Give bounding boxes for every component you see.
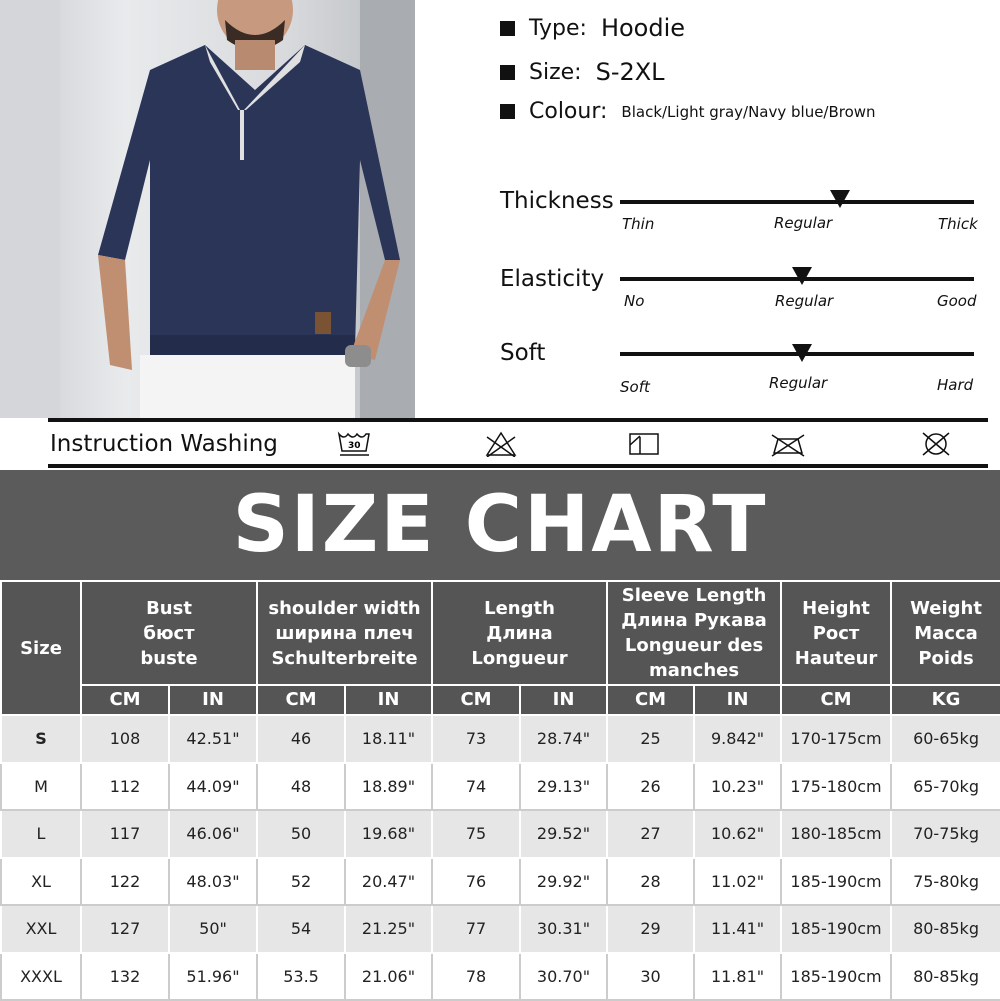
scale-high: Hard: [937, 376, 974, 394]
table-cell: 18.89": [345, 763, 432, 811]
header-weight: Weight Масса Poids: [891, 581, 1000, 685]
table-cell: 46.06": [169, 810, 257, 858]
header-length: Length Длина Longueur: [432, 581, 607, 685]
table-cell: 75-80kg: [891, 858, 1000, 906]
scale-low: No: [624, 292, 645, 310]
spec-type: [500, 14, 685, 42]
table-cell: 19.68": [345, 810, 432, 858]
table-cell: 10.23": [694, 763, 781, 811]
table-cell: 175-180cm: [781, 763, 891, 811]
spec-value: S-2XL: [595, 58, 665, 86]
unit-header: CM: [432, 685, 520, 715]
table-cell: 80-85kg: [891, 953, 1000, 1001]
wash-temp: 30: [348, 441, 361, 451]
table-cell: 11.81": [694, 953, 781, 1001]
washing-instructions: [48, 418, 988, 468]
table-cell: 25: [607, 715, 694, 763]
table-cell: 30.31": [520, 905, 607, 953]
table-cell: 21.06": [345, 953, 432, 1001]
size-cell: XXXL: [1, 953, 81, 1001]
scale-label: Thickness: [500, 188, 614, 214]
table-cell: 65-70kg: [891, 763, 1000, 811]
table-cell: 73: [432, 715, 520, 763]
size-chart-title: SIZE CHART: [0, 470, 1000, 580]
table-cell: 30: [607, 953, 694, 1001]
table-cell: 112: [81, 763, 169, 811]
table-cell: 185-190cm: [781, 905, 891, 953]
table-row: [1, 905, 1000, 953]
header-size: Size: [1, 581, 81, 715]
table-cell: 18.11": [345, 715, 432, 763]
scale-high: Thick: [938, 215, 978, 233]
table-cell: 48.03": [169, 858, 257, 906]
wash-30-icon: [336, 431, 374, 457]
header-height: Height Рост Hauteur: [781, 581, 891, 685]
unit-header: IN: [694, 685, 781, 715]
table-cell: 29: [607, 905, 694, 953]
scale-low: Thin: [622, 215, 655, 233]
unit-header: CM: [257, 685, 345, 715]
product-photo: [0, 0, 415, 418]
table-cell: 29.92": [520, 858, 607, 906]
table-cell: 48: [257, 763, 345, 811]
table-row: [1, 715, 1000, 763]
table-cell: 29.13": [520, 763, 607, 811]
table-cell: 122: [81, 858, 169, 906]
table-row: [1, 858, 1000, 906]
table-cell: 54: [257, 905, 345, 953]
table-cell: 42.51": [169, 715, 257, 763]
unit-header: IN: [345, 685, 432, 715]
table-cell: 50": [169, 905, 257, 953]
table-cell: 52: [257, 858, 345, 906]
table-cell: 76: [432, 858, 520, 906]
bullet-square-icon: [500, 21, 515, 36]
table-cell: 30.70": [520, 953, 607, 1001]
scale-marker-icon: [792, 267, 812, 285]
header-sleeve: Sleeve Length Длина Рукава Longueur des manches: [607, 581, 781, 685]
spec-key: Size:: [529, 59, 582, 85]
size-chart-table: [0, 580, 1000, 1001]
do-not-tumble-dry-icon: [918, 431, 954, 457]
do-not-iron-icon: [768, 431, 808, 457]
table-row: [1, 810, 1000, 858]
table-cell: 170-175cm: [781, 715, 891, 763]
table-cell: 77: [432, 905, 520, 953]
table-cell: 132: [81, 953, 169, 1001]
table-cell: 108: [81, 715, 169, 763]
scale-marker-icon: [792, 344, 812, 362]
table-cell: 127: [81, 905, 169, 953]
table-cell: 53.5: [257, 953, 345, 1001]
table-cell: 74: [432, 763, 520, 811]
unit-header: IN: [520, 685, 607, 715]
table-cell: 51.96": [169, 953, 257, 1001]
scale-mid: Regular: [775, 292, 834, 310]
spec-value: Black/Light gray/Navy blue/Brown: [621, 102, 876, 121]
table-cell: 46: [257, 715, 345, 763]
table-cell: 20.47": [345, 858, 432, 906]
unit-header: IN: [169, 685, 257, 715]
spec-key: Colour:: [529, 99, 608, 124]
table-cell: 27: [607, 810, 694, 858]
scale-label: Elasticity: [500, 266, 605, 292]
table-cell: 80-85kg: [891, 905, 1000, 953]
table-cell: 180-185cm: [781, 810, 891, 858]
size-cell: XXL: [1, 905, 81, 953]
scale-mid: Regular: [774, 214, 833, 232]
scale-low: Soft: [620, 378, 650, 396]
header-shoulder: shoulder width ширина плеч Schulterbreite: [257, 581, 432, 685]
table-cell: 28.74": [520, 715, 607, 763]
table-cell: 9.842": [694, 715, 781, 763]
spec-colour: [500, 99, 876, 124]
table-cell: 50: [257, 810, 345, 858]
dry-flat-icon: [628, 431, 660, 457]
unit-header: CM: [607, 685, 694, 715]
table-cell: 26: [607, 763, 694, 811]
size-cell: L: [1, 810, 81, 858]
do-not-bleach-icon: [484, 431, 518, 457]
table-cell: 11.02": [694, 858, 781, 906]
table-cell: 29.52": [520, 810, 607, 858]
table-cell: 117: [81, 810, 169, 858]
table-cell: 28: [607, 858, 694, 906]
table-cell: 44.09": [169, 763, 257, 811]
scale-marker-icon: [830, 190, 850, 208]
table-row: [1, 763, 1000, 811]
bullet-square-icon: [500, 104, 515, 119]
washing-label: Instruction Washing: [50, 431, 278, 457]
scale-mid: Regular: [769, 374, 828, 392]
table-cell: 11.41": [694, 905, 781, 953]
unit-header: CM: [781, 685, 891, 715]
table-cell: 185-190cm: [781, 953, 891, 1001]
scale-label: Soft: [500, 340, 546, 366]
scale-line: [620, 200, 974, 204]
size-cell: S: [1, 715, 81, 763]
table-cell: 10.62": [694, 810, 781, 858]
spec-size: [500, 58, 665, 86]
header-bust: Bust бюст buste: [81, 581, 257, 685]
table-row: [1, 953, 1000, 1001]
table-cell: 70-75kg: [891, 810, 1000, 858]
size-cell: XL: [1, 858, 81, 906]
table-cell: 21.25": [345, 905, 432, 953]
table-cell: 185-190cm: [781, 858, 891, 906]
table-cell: 78: [432, 953, 520, 1001]
unit-header: KG: [891, 685, 1000, 715]
table-cell: 75: [432, 810, 520, 858]
scale-high: Good: [937, 292, 977, 310]
bullet-square-icon: [500, 65, 515, 80]
spec-key: Type:: [529, 15, 587, 41]
size-cell: M: [1, 763, 81, 811]
table-cell: 60-65kg: [891, 715, 1000, 763]
model-wearing-hoodie-image: [0, 0, 415, 418]
spec-value: Hoodie: [600, 14, 686, 42]
unit-header: CM: [81, 685, 169, 715]
